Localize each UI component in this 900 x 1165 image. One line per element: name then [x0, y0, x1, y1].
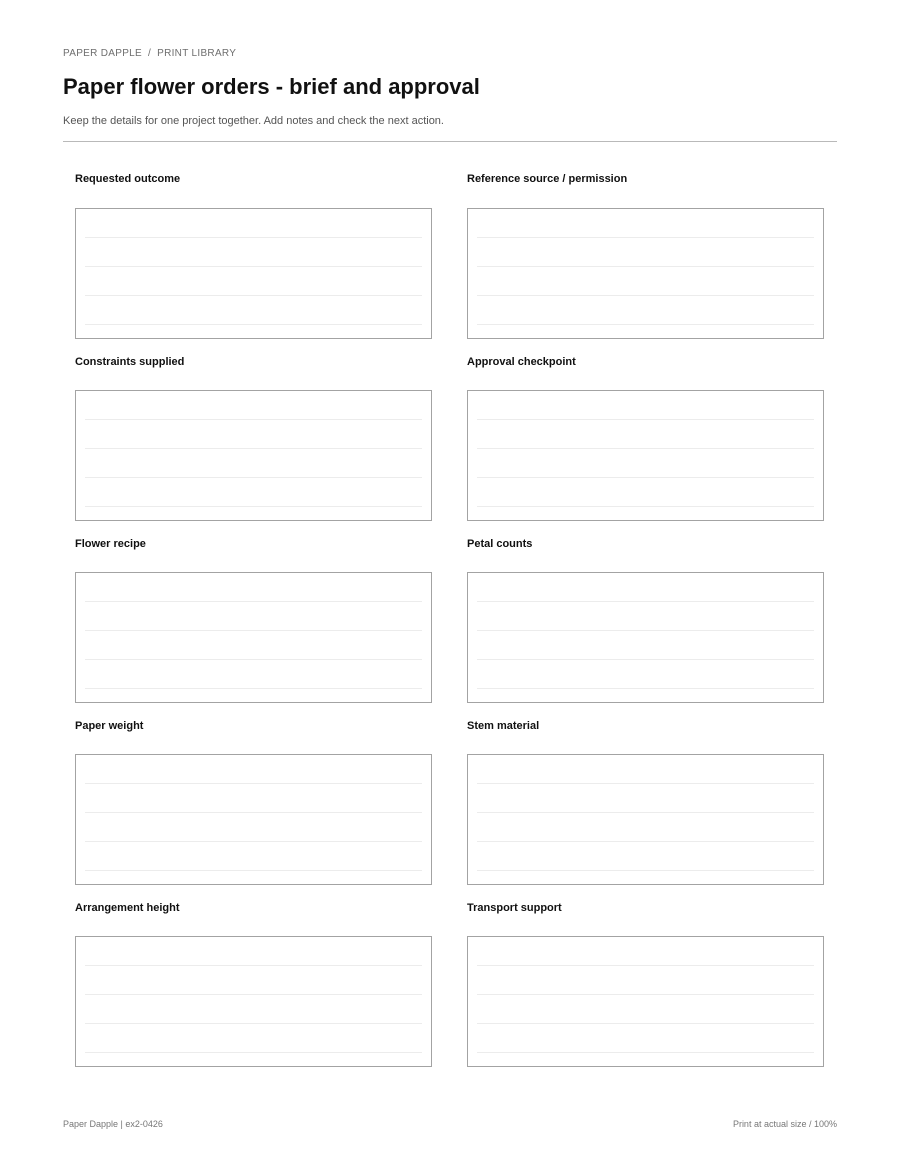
- writing-line: [85, 630, 422, 631]
- writing-line: [85, 419, 422, 420]
- writing-line: [477, 266, 814, 267]
- field-label-stem-material: Stem material: [467, 720, 540, 732]
- field-label-reference-source: Reference source / permission: [467, 173, 628, 185]
- field-box-stem-material[interactable]: [467, 754, 824, 885]
- writing-line: [85, 1023, 422, 1024]
- writing-line: [477, 659, 814, 660]
- writing-line: [477, 295, 814, 296]
- writing-line: [477, 630, 814, 631]
- writing-line: [85, 688, 422, 689]
- field-label-petal-counts: Petal counts: [467, 538, 533, 550]
- field-box-paper-weight[interactable]: [75, 754, 432, 885]
- field-box-requested-outcome[interactable]: [75, 208, 432, 339]
- field-box-approval-checkpoint[interactable]: [467, 390, 824, 521]
- writing-line: [85, 659, 422, 660]
- field-label-requested-outcome: Requested outcome: [75, 173, 181, 185]
- field-label-transport-support: Transport support: [467, 902, 562, 914]
- field-label-constraints-supplied: Constraints supplied: [75, 356, 185, 368]
- field-box-arrangement-height[interactable]: [75, 936, 432, 1067]
- writing-line: [477, 237, 814, 238]
- field-box-reference-source[interactable]: [467, 208, 824, 339]
- writing-line: [477, 506, 814, 507]
- writing-line: [85, 812, 422, 813]
- field-label-flower-recipe: Flower recipe: [75, 538, 146, 550]
- writing-line: [477, 783, 814, 784]
- writing-line: [477, 688, 814, 689]
- writing-line: [85, 477, 422, 478]
- writing-line: [477, 1023, 814, 1024]
- field-box-flower-recipe[interactable]: [75, 572, 432, 703]
- writing-line: [477, 994, 814, 995]
- writing-line: [477, 841, 814, 842]
- header-divider: [63, 141, 837, 142]
- breadcrumb-brand: PAPER DAPPLE: [63, 48, 143, 59]
- field-box-petal-counts[interactable]: [467, 572, 824, 703]
- writing-line: [477, 324, 814, 325]
- writing-line: [85, 994, 422, 995]
- writing-line: [85, 266, 422, 267]
- page-subtitle: Keep the details for one project together. Add notes and check the next action.: [63, 115, 444, 127]
- writing-line: [85, 601, 422, 602]
- writing-line: [85, 841, 422, 842]
- breadcrumb-section: PRINT LIBRARY: [157, 48, 237, 59]
- writing-line: [85, 237, 422, 238]
- breadcrumb: [63, 48, 236, 59]
- page-title: Paper flower orders - brief and approval: [63, 74, 480, 99]
- writing-line: [477, 812, 814, 813]
- writing-line: [85, 324, 422, 325]
- writing-line: [85, 965, 422, 966]
- writing-line: [477, 870, 814, 871]
- field-box-constraints-supplied[interactable]: [75, 390, 432, 521]
- writing-line: [477, 601, 814, 602]
- field-label-arrangement-height: Arrangement height: [75, 902, 180, 914]
- writing-line: [85, 1052, 422, 1053]
- breadcrumb-separator: /: [148, 48, 152, 59]
- writing-line: [85, 448, 422, 449]
- writing-line: [477, 419, 814, 420]
- writing-line: [477, 1052, 814, 1053]
- writing-line: [85, 870, 422, 871]
- footer-document-id: Paper Dapple | ex2-0426: [63, 1119, 163, 1129]
- writing-line: [477, 965, 814, 966]
- footer-print-note: Print at actual size / 100%: [732, 1119, 837, 1129]
- writing-line: [477, 477, 814, 478]
- field-label-approval-checkpoint: Approval checkpoint: [467, 356, 576, 368]
- writing-line: [85, 506, 422, 507]
- field-box-transport-support[interactable]: [467, 936, 824, 1067]
- writing-line: [477, 448, 814, 449]
- field-label-paper-weight: Paper weight: [75, 720, 144, 732]
- writing-line: [85, 783, 422, 784]
- writing-line: [85, 295, 422, 296]
